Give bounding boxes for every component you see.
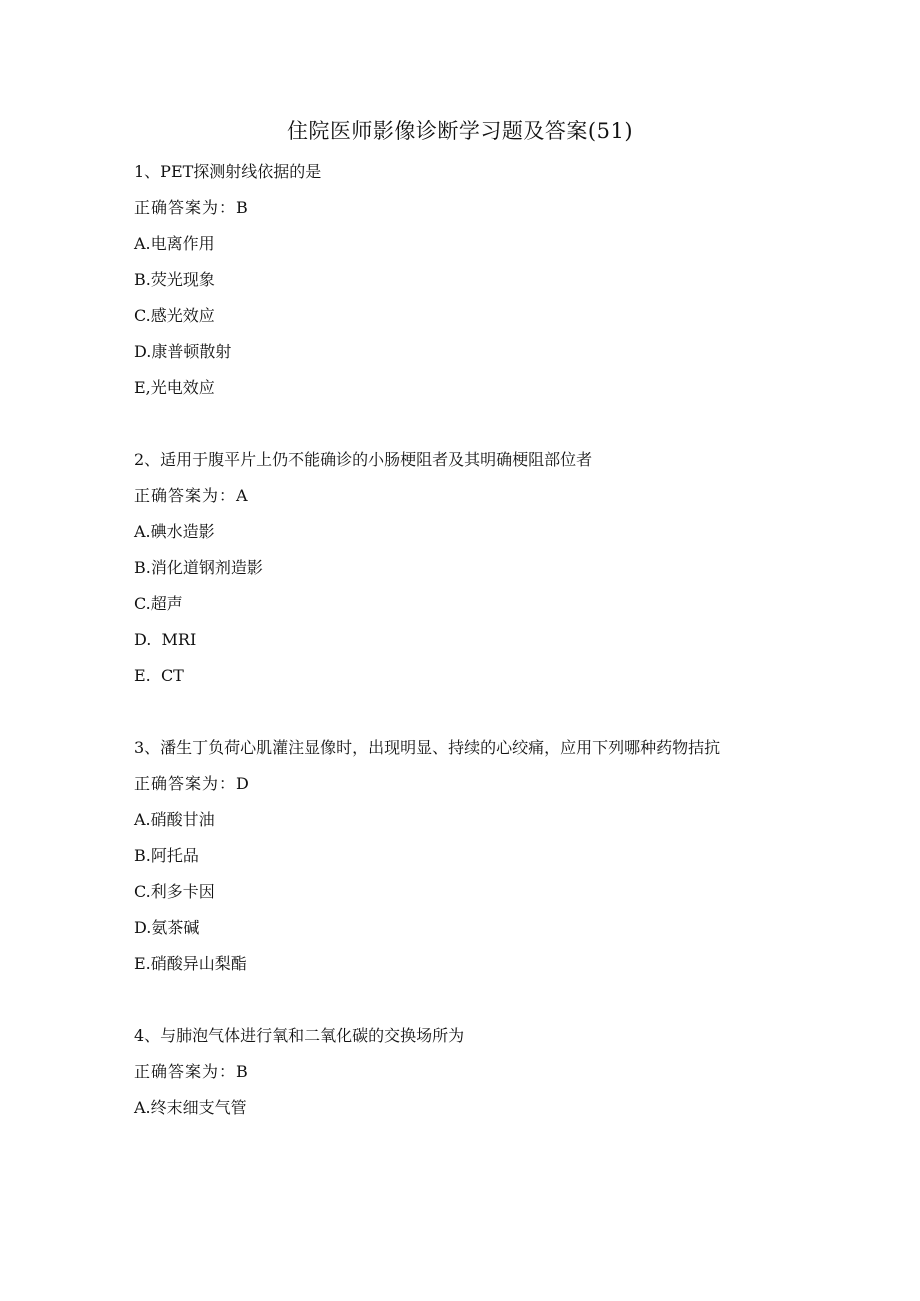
answer-value: A xyxy=(236,486,248,505)
answer-value: D xyxy=(236,774,249,793)
option-a: A.硝酸甘油 xyxy=(134,810,215,829)
option-b: B.消化道钢剂造影 xyxy=(134,558,263,577)
option-d: D.康普顿散射 xyxy=(134,342,232,361)
option-b: B.阿托品 xyxy=(134,846,199,865)
question-text: 4、与肺泡气体进行氧和二氧化碳的交换场所为 xyxy=(134,1026,465,1045)
option-e: E. CT xyxy=(134,666,184,685)
question-3 xyxy=(134,730,794,982)
option-b: B.荧光现象 xyxy=(134,270,215,289)
answer-label: 正确答案为： xyxy=(134,198,237,217)
option-d: D. MRI xyxy=(134,630,197,649)
answer-label: 正确答案为： xyxy=(134,486,237,505)
option-c: C.感光效应 xyxy=(134,306,215,325)
question-text: 2、适用于腹平片上仍不能确诊的小肠梗阻者及其明确梗阻部位者 xyxy=(134,450,593,469)
option-e: E,光电效应 xyxy=(134,378,215,397)
answer-value: B xyxy=(236,1062,248,1081)
question-text: 3、潘生丁负荷心肌灌注显像时，出现明显、持续的心绞痛，应用下列哪种药物拮抗 xyxy=(134,738,721,757)
option-d: D.氨茶碱 xyxy=(134,918,200,937)
question-text: 1、PET探测射线依据的是 xyxy=(134,162,322,181)
option-c: C.超声 xyxy=(134,594,183,613)
option-c: C.利多卡因 xyxy=(134,882,215,901)
answer-line xyxy=(134,478,794,514)
answer-label: 正确答案为： xyxy=(134,1062,237,1081)
answer-line xyxy=(134,190,794,226)
answer-label: 正确答案为： xyxy=(134,774,237,793)
answer-line xyxy=(134,1054,794,1090)
question-2 xyxy=(134,442,794,694)
question-4 xyxy=(134,1018,794,1126)
option-a: A.电离作用 xyxy=(134,234,215,253)
option-a: A.碘水造影 xyxy=(134,522,215,541)
question-list xyxy=(134,154,794,1162)
option-a: A.终末细支气管 xyxy=(134,1098,247,1117)
option-e: E.硝酸异山梨酯 xyxy=(134,954,247,973)
document-title: 住院医师影像诊断学习题及答案(51) xyxy=(286,119,634,143)
question-1 xyxy=(134,154,794,406)
answer-value: B xyxy=(236,198,248,217)
answer-line xyxy=(134,766,794,802)
